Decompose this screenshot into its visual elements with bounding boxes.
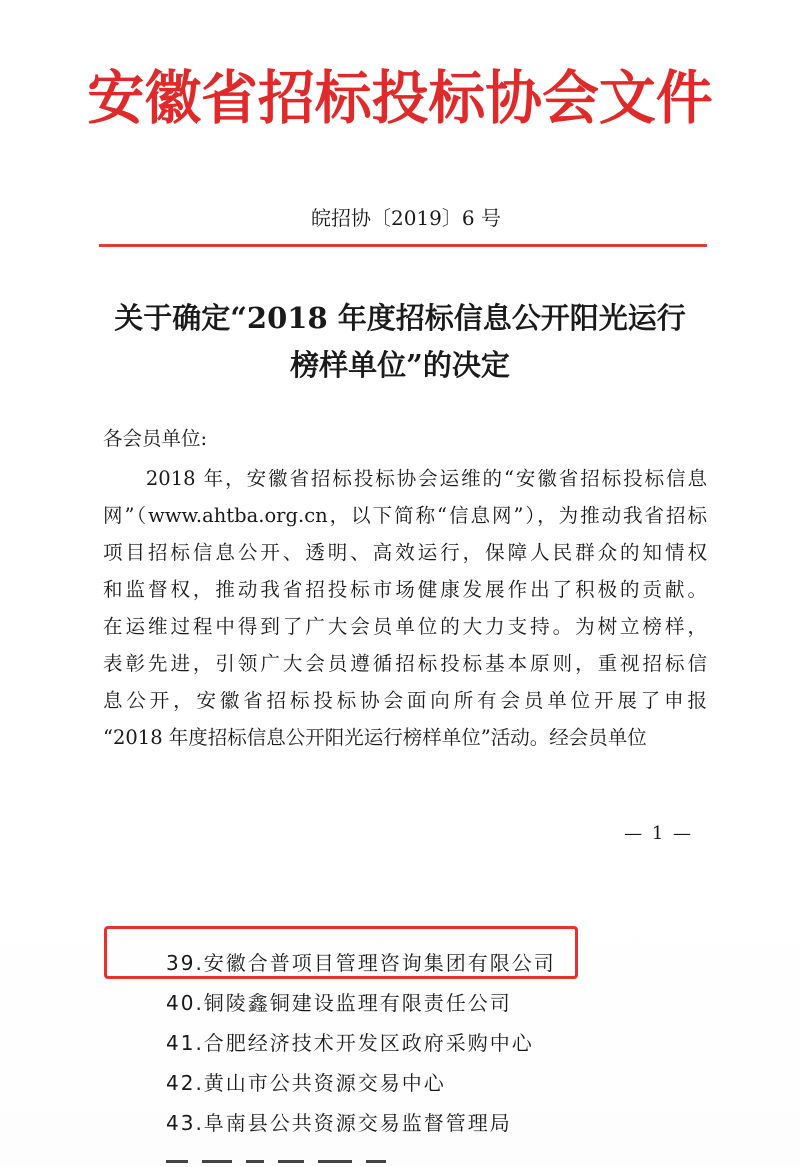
page-number: — 1 — xyxy=(624,823,693,844)
body-paragraph xyxy=(103,460,707,756)
paragraph-line: 表彰先进，引领广大会员遵循招标投标基本原则，重视招标信 xyxy=(103,652,707,675)
document-title-line: 关于确定“2018 年度招标信息公开阳光运行 xyxy=(114,301,686,335)
list-item: 42.黄山市公共资源交易中心 xyxy=(166,1071,446,1095)
list-item: 39.安徽合普项目管理咨询集团有限公司 xyxy=(166,951,556,975)
paragraph-line: “2018 年度招标信息公开阳光运行榜样单位”活动。经会员单位 xyxy=(103,726,647,749)
list-item: 41.合肥经济技术开发区政府采购中心 xyxy=(166,1031,534,1055)
cut-off-text-line xyxy=(166,1160,406,1167)
paragraph-line: 息公开，安徽省招标投标协会面向所有会员单位开展了申报 xyxy=(103,689,707,712)
document-header-title: 安徽省招标投标协会文件 xyxy=(87,64,713,132)
document-title xyxy=(60,295,740,389)
document-title-line: 榜样单位”的决定 xyxy=(290,348,510,382)
salutation: 各会员单位: xyxy=(103,427,208,450)
paragraph-line: 网”（www.ahtba.org.cn，以下简称“信息网”），为推动我省招标 xyxy=(103,504,707,527)
list-item: 40.铜陵鑫铜建设监理有限责任公司 xyxy=(166,991,512,1015)
paragraph-line: 项目招标信息公开、透明、高效运行，保障人民群众的知情权 xyxy=(103,541,707,564)
header-divider xyxy=(99,244,707,247)
paragraph-line: 2018 年，安徽省招标投标协会运维的“安徽省招标投标信息 xyxy=(103,467,707,490)
paragraph-line: 和监督权，推动我省招投标市场健康发展作出了积极的贡献。 xyxy=(103,578,707,601)
list-item: 43.阜南县公共资源交易监督管理局 xyxy=(166,1111,512,1135)
paragraph-line: 在运维过程中得到了广大会员单位的大力支持。为树立榜样， xyxy=(103,615,707,638)
document-number: 皖招协〔2019〕6 号 xyxy=(311,206,501,230)
